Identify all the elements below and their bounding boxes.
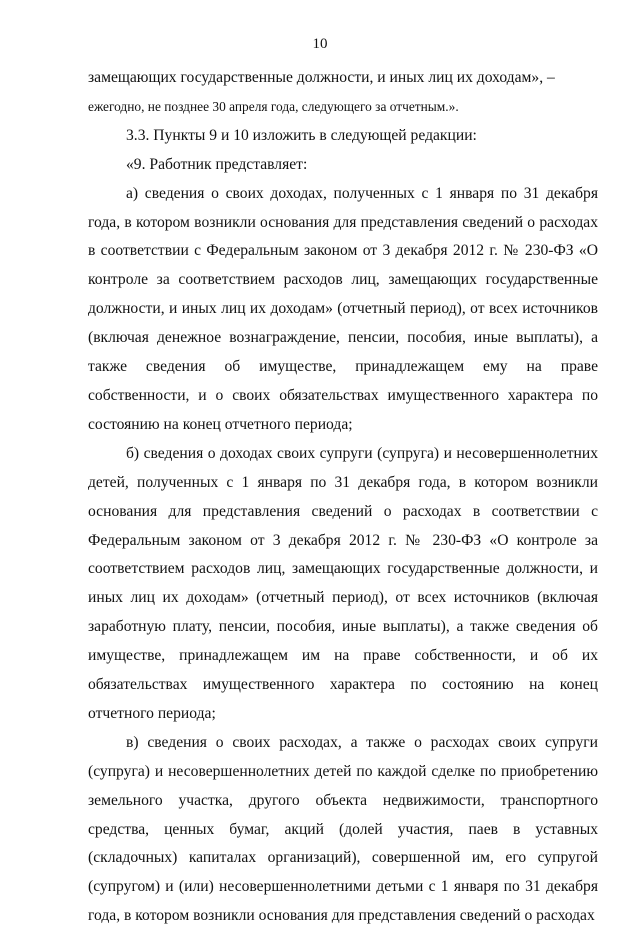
paragraph-amendment: 3.3. Пункты 9 и 10 изложить в следующей редакции:	[126, 126, 477, 144]
paragraph-subitem-a: а) сведения о своих доходах, полученных с 1 января по 31 декабря года, в котором возникли основания для представления сведений о расходах в соответствии с Федеральным законом от 3 декабря 2012 г. № 230-ФЗ «О контроле за соответствием расходов лиц, замещающих государственные должности, и иных лиц их доходам» (отчетный период), от всех источников (включая денежное вознаграждение, пенсии, пособия, иные выплаты), а также сведения об имуществе, принадлежащем ему на праве собственности, и о своих обязательствах имущественного характера по состоянию на конец отчетного периода;	[88, 184, 598, 433]
paragraph-deadline: ежегодно, не позднее 30 апреля года, следующего за отчетным.».	[88, 98, 459, 114]
document-body	[88, 64, 598, 931]
page-number: 10	[312, 36, 328, 52]
paragraph-subitem-b: б) сведения о доходах своих супруги (супруга) и несовершеннолетних детей, полученных с 1 января по 31 декабря года, в котором возникли основания для представления сведений о расходах в соответствии с Федеральным законом от 3 декабря 2012 г. № 230-ФЗ «О контроле за соответствием расходов лиц, замещающих государственные должности, и иных лиц их доходам» (отчетный период), от всех источников (включая заработную плату, пенсии, пособия, иные выплаты), а также сведения об имуществе, принадлежащем им на праве собственности, и об их обязательствах имущественного характера по состоянию на конец отчетного периода;	[88, 444, 598, 722]
paragraph-continuation: замещающих государственные должности, и иных лиц их доходам», –	[88, 69, 555, 86]
paragraph-subitem-v: в) сведения о своих расходах, а также о расходах своих супруги (супруга) и несовершеннолетних детей по каждой сделке по приобретению земельного участка, другого объекта недвижимости, транспортного средства, ценных бумаг, акций (долей участия, паев в уставных (складочных) капиталах организаций), совершенной им, его супругой (супругом) и (или) несовершеннолетними детьми с 1 января по 31 декабря года, в котором возникли основания для представления сведений о расходах	[88, 733, 598, 925]
paragraph-item-9-heading: «9. Работник представляет:	[126, 155, 308, 173]
